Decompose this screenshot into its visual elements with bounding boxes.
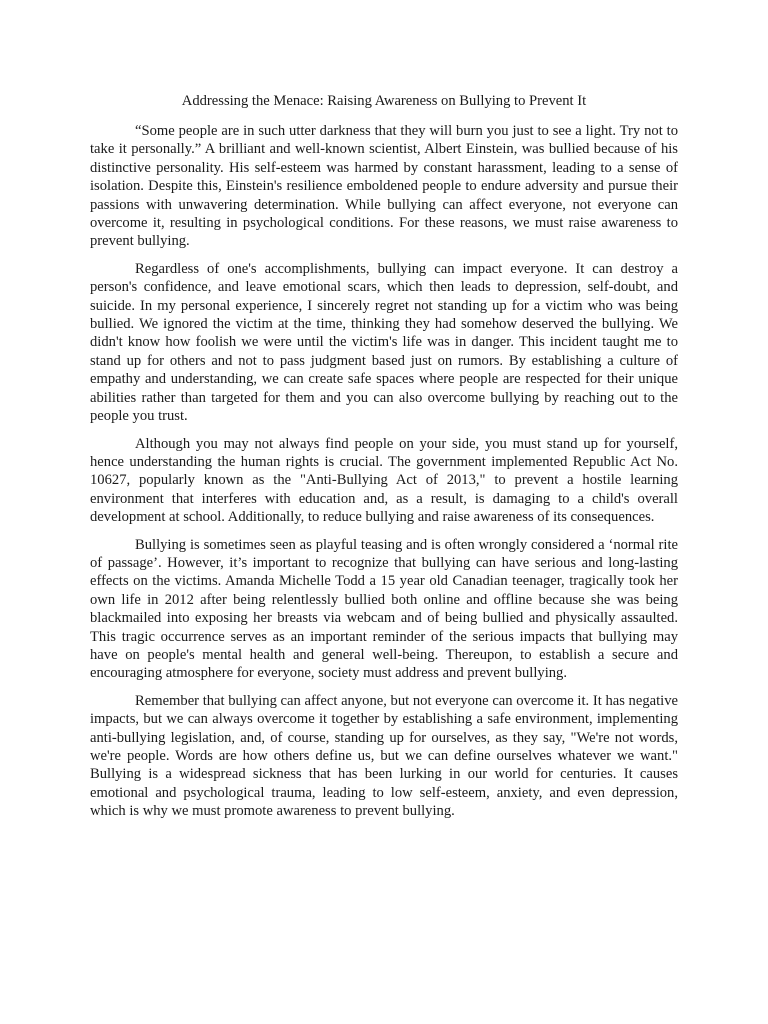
paragraph-3: Although you may not always find people on your side, you must stand up for yourself, hence understanding the human rights is crucial. The government implemented Republic Act No. 10627, popularly known as the "Anti-Bullying Act of 2013," to prevent a hostile learning environment that interferes with education and, as a result, is damaging to a child's overall development at school. Additionally, to reduce bullying and raise awareness of its consequences. — [90, 435, 678, 526]
paragraph-1: “Some people are in such utter darkness that they will burn you just to see a light. Try not to take it personally.” A brilliant and well-known scientist, Albert Einstein, was bullied because of his distinctive personality. His self-esteem was harmed by constant harassment, leading to a sense of isolation. Despite this, Einstein's resilience emboldened people to endure adversity and pursue their passions with unwavering determination. While bullying can affect everyone, not everyone can overcome it, resulting in psychological conditions. For these reasons, we must raise awareness to prevent bullying. — [90, 123, 678, 250]
document-title: Addressing the Menace: Raising Awareness on Bullying to Prevent It — [181, 93, 587, 109]
paragraph-4: Bullying is sometimes seen as playful teasing and is often wrongly considered a ‘normal rite of passage’. However, it’s important to recognize that bullying can have serious and long-lasting effects on the victims. Amanda Michelle Todd a 15 year old Canadian teenager, tragically took her own life in 2012 after being relentlessly bullied both online and offline because she was being blackmailed into exposing her breasts via webcam and of being bullied and physically assaulted. This tragic occurrence serves as an important reminder of the serious impacts that bullying may have on people's mental health and general well-being. Thereupon, to establish a secure and encouraging atmosphere for everyone, society must address and prevent bullying. — [90, 536, 678, 682]
paragraph-2: Regardless of one's accomplishments, bullying can impact everyone. It can destroy a person's confidence, and leave emotional scars, which then leads to depression, self-doubt, and suicide. In my personal experience, I sincerely regret not standing up for a victim who was being bullied. We ignored the victim at the time, thinking they had somehow deserved the bullying. We didn't know how foolish we were until the victim's life was in danger. This incident taught me to stand up for others and not to pass judgment based just on rumors. By establishing a culture of empathy and understanding, we can create safe spaces where people are respected for their unique abilities rather than targeted for them and you can also overcome bullying by reaching out to the people you trust. — [90, 260, 678, 425]
paragraph-5: Remember that bullying can affect anyone, but not everyone can overcome it. It has negative impacts, but we can always overcome it together by establishing a safe environment, implementing anti-bullying legislation, and, of course, standing up for ourselves, as they say, "We're not words, we're people. Words are how others define us, but we can define ourselves whatever we want." Bullying is a widespread sickness that has been lurking in our world for centuries. It causes emotional and psychological trauma, leading to low self-esteem, anxiety, and even depression, which is why we must promote awareness to prevent bullying. — [90, 692, 678, 820]
